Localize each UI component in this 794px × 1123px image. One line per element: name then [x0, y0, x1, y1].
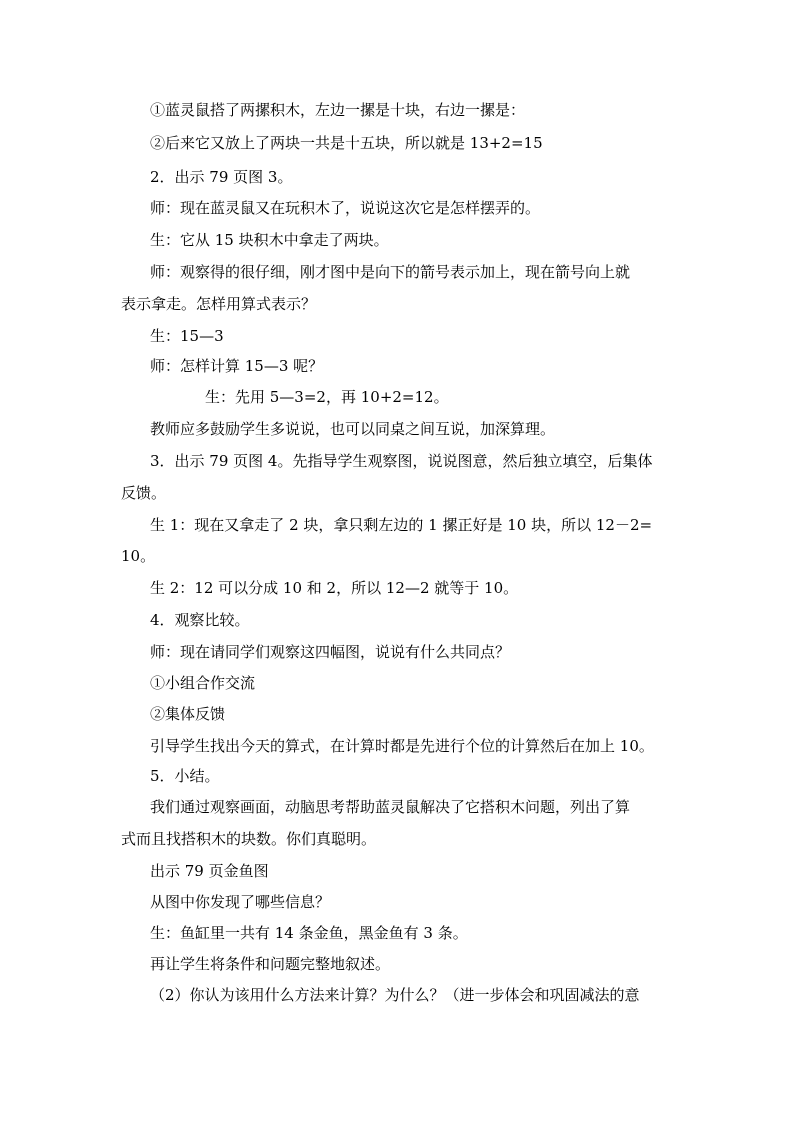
text-line: 师：观察得的很仔细，刚才图中是向下的箭号表示加上，现在箭号向上就 — [150, 263, 631, 281]
text-line: ①蓝灵鼠搭了两摞积木，左边一摞是十块，右边一摞是： — [150, 101, 526, 119]
text-line: ②集体反馈 — [150, 705, 226, 723]
text-line: 2．出示 79 页图 3。 — [150, 168, 293, 186]
text-line: 生：鱼缸里一共有 14 条金鱼，黑金鱼有 3 条。 — [150, 924, 468, 942]
text-line: 反馈。 — [121, 484, 167, 502]
text-line: 师：现在蓝灵鼠又在玩积木了，说说这次它是怎样摆弄的。 — [150, 199, 541, 217]
text-line: 4．观察比较。 — [150, 611, 250, 629]
text-line: 师：怎样计算 15—3 呢？ — [150, 357, 324, 375]
text-line: 5．小结。 — [150, 767, 220, 785]
text-line: 生 1：现在又拿走了 2 块，拿只剩左边的 1 摞正好是 10 块，所以 12－2= — [150, 516, 653, 534]
text-line: 10。 — [121, 547, 156, 565]
text-line: （2）你认为该用什么方法来计算？为什么？（进一步体会和巩固减法的意 — [150, 986, 640, 1004]
text-line: 3．出示 79 页图 4。先指导学生观察图，说说图意，然后独立填空，后集体 — [150, 452, 653, 470]
text-line: ②后来它又放上了两块一共是十五块，所以就是 13+2=15 — [150, 134, 543, 152]
text-line: 生 2：12 可以分成 10 和 2，所以 12—2 就等于 10。 — [150, 579, 519, 597]
text-line: 出示 79 页金鱼图 — [150, 862, 269, 880]
text-line: 师：现在请同学们观察这四幅图，说说有什么共同点？ — [150, 643, 511, 661]
text-line: 生：先用 5—3=2，再 10+2=12。 — [205, 388, 449, 406]
text-line: 式而且找搭积木的块数。你们真聪明。 — [121, 830, 377, 848]
text-line: 我们通过观察画面，动脑思考帮助蓝灵鼠解决了它搭积木问题，列出了算 — [150, 798, 631, 816]
text-line: 从图中你发现了哪些信息？ — [150, 893, 331, 911]
text-line: 教师应多鼓励学生多说说，也可以同桌之间互说，加深算理。 — [150, 420, 556, 438]
text-line: 引导学生找出今天的算式，在计算时都是先进行个位的计算然后在加上 10。 — [150, 737, 654, 755]
text-line: 再让学生将条件和问题完整地叙述。 — [150, 955, 391, 973]
text-line: 表示拿走。怎样用算式表示？ — [121, 295, 317, 313]
text-line: 生：15—3 — [150, 327, 224, 345]
text-line: ①小组合作交流 — [150, 674, 256, 692]
text-line: 生：它从 15 块积木中拿走了两块。 — [150, 231, 389, 249]
